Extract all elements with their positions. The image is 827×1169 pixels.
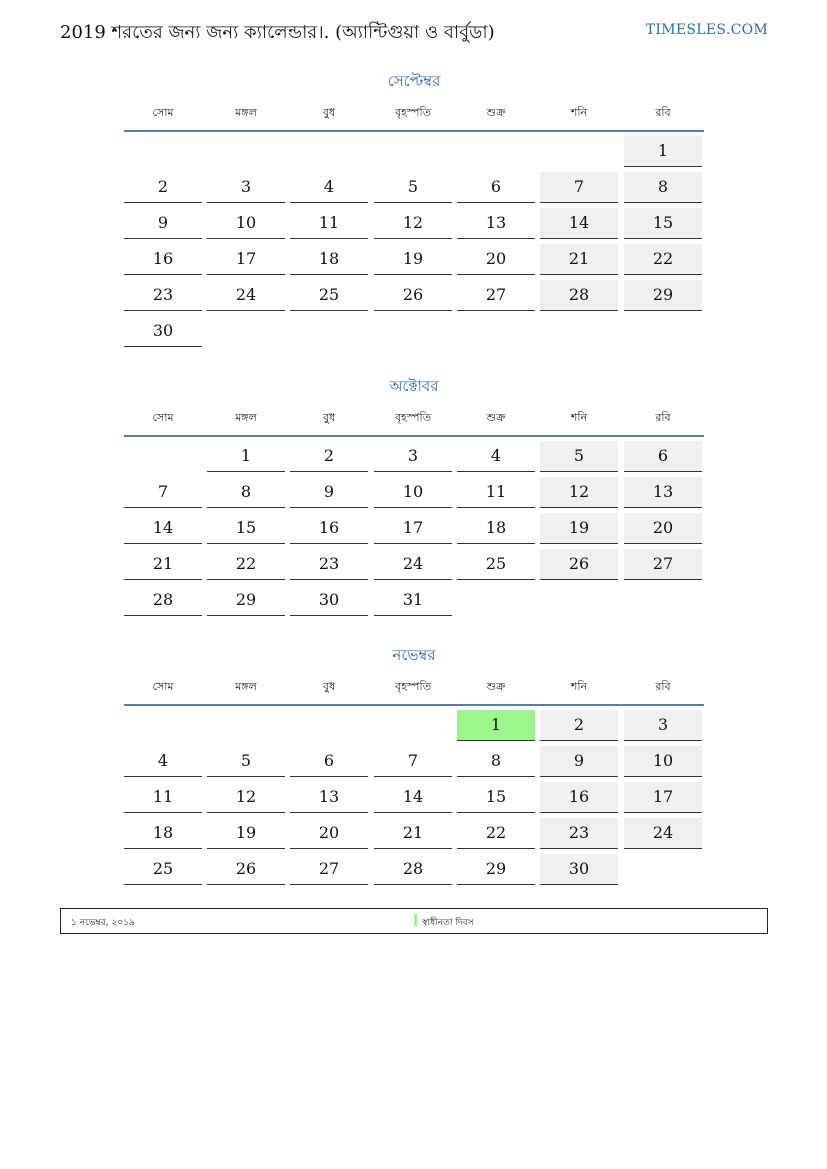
day-cell: 9 (124, 208, 202, 239)
day-grid (124, 441, 704, 621)
weekday-label: মঙ্গল (235, 680, 257, 693)
day-cell: 28 (124, 585, 202, 616)
day-cell: 17 (207, 244, 285, 275)
day-cell: 23 (290, 549, 368, 580)
day-cell: 19 (374, 244, 452, 275)
day-cell: 9 (540, 746, 618, 777)
day-cell: 2 (540, 710, 618, 741)
day-cell: 23 (540, 818, 618, 849)
holiday-color-marker (414, 914, 417, 926)
holiday-legend (60, 908, 768, 934)
day-cell: 5 (207, 746, 285, 777)
day-cell: 10 (207, 208, 285, 239)
day-cell: 5 (374, 172, 452, 203)
day-cell: 29 (207, 585, 285, 616)
day-cell: 18 (290, 244, 368, 275)
day-cell: 4 (124, 746, 202, 777)
day-cell: 12 (540, 477, 618, 508)
day-cell: 20 (290, 818, 368, 849)
day-cell: 15 (207, 513, 285, 544)
day-cell: 8 (457, 746, 535, 777)
weekday-label: শনি (570, 411, 588, 424)
weekday-label: রবি (655, 106, 671, 119)
day-cell: 26 (540, 549, 618, 580)
weekday-label: সোম (152, 106, 174, 119)
day-cell: 23 (124, 280, 202, 311)
weekday-label: বৃহস্পতি (395, 411, 431, 424)
day-cell: 29 (624, 280, 702, 311)
weekday-label: সোম (152, 680, 174, 693)
day-grid (124, 136, 704, 352)
day-cell: 15 (624, 208, 702, 239)
page-title: 2019 শরতের জন্য জন্য ক্যালেন্ডার।. (অ্যান্টিগুয়া ও বার্বুডা) (60, 22, 495, 43)
day-cell: 5 (540, 441, 618, 472)
day-cell: 14 (124, 513, 202, 544)
day-cell: 7 (374, 746, 452, 777)
weekday-label: শনি (570, 106, 588, 119)
day-cell: 4 (290, 172, 368, 203)
day-cell: 11 (457, 477, 535, 508)
day-cell: 17 (624, 782, 702, 813)
day-cell: 16 (290, 513, 368, 544)
month-calendar-september (124, 70, 704, 352)
day-cell: 6 (457, 172, 535, 203)
weekday-label: শুক্র (486, 106, 506, 119)
weekday-header-row (124, 678, 704, 700)
day-cell: 26 (207, 854, 285, 885)
day-cell: 14 (374, 782, 452, 813)
page-header (60, 18, 768, 46)
day-cell: 17 (374, 513, 452, 544)
day-cell: 8 (207, 477, 285, 508)
weekday-label: বৃহস্পতি (395, 680, 431, 693)
legend-holiday-name: স্বাধীনতা দিবস (422, 918, 474, 928)
day-cell: 13 (624, 477, 702, 508)
day-cell: 3 (374, 441, 452, 472)
day-cell: 11 (124, 782, 202, 813)
day-cell: 15 (457, 782, 535, 813)
day-cell: 21 (540, 244, 618, 275)
day-cell: 8 (624, 172, 702, 203)
header-divider (124, 130, 704, 132)
day-cell: 16 (540, 782, 618, 813)
day-cell: 6 (624, 441, 702, 472)
day-cell: 2 (124, 172, 202, 203)
day-cell: 19 (207, 818, 285, 849)
weekday-label: শুক্র (486, 680, 506, 693)
day-cell: 10 (374, 477, 452, 508)
day-cell: 3 (624, 710, 702, 741)
month-title: সেপ্টেম্বর (387, 72, 441, 90)
day-cell: 10 (624, 746, 702, 777)
day-cell: 22 (207, 549, 285, 580)
day-cell: 28 (540, 280, 618, 311)
day-cell: 12 (374, 208, 452, 239)
day-cell: 22 (457, 818, 535, 849)
day-cell: 20 (624, 513, 702, 544)
day-cell: 13 (290, 782, 368, 813)
weekday-label: বৃহস্পতি (395, 106, 431, 119)
legend-date: ১ নভেম্বর, ২০১৯ (71, 918, 135, 928)
day-cell: 18 (124, 818, 202, 849)
day-cell: 30 (124, 316, 202, 347)
day-cell: 21 (124, 549, 202, 580)
day-cell: 24 (374, 549, 452, 580)
weekday-label: মঙ্গল (235, 106, 257, 119)
weekday-label: মঙ্গল (235, 411, 257, 424)
day-cell: 27 (290, 854, 368, 885)
month-title: অক্টোবর (389, 377, 439, 395)
day-cell: 20 (457, 244, 535, 275)
month-title: নভেম্বর (392, 646, 436, 664)
day-cell: 30 (540, 854, 618, 885)
day-cell: 28 (374, 854, 452, 885)
weekday-label: বুধ (322, 680, 336, 693)
weekday-label: শনি (570, 680, 588, 693)
day-cell: 25 (457, 549, 535, 580)
day-cell: 18 (457, 513, 535, 544)
weekday-label: বুধ (322, 411, 336, 424)
day-cell: 25 (290, 280, 368, 311)
day-cell: 16 (124, 244, 202, 275)
header-divider (124, 704, 704, 706)
day-cell: 11 (290, 208, 368, 239)
day-cell: 3 (207, 172, 285, 203)
day-cell: 31 (374, 585, 452, 616)
day-cell: 1 (207, 441, 285, 472)
day-cell: 25 (124, 854, 202, 885)
day-cell: 13 (457, 208, 535, 239)
day-cell: 7 (540, 172, 618, 203)
day-cell: 27 (457, 280, 535, 311)
day-cell: 4 (457, 441, 535, 472)
weekday-header-row (124, 104, 704, 126)
day-cell: 21 (374, 818, 452, 849)
day-cell: 6 (290, 746, 368, 777)
day-cell: 22 (624, 244, 702, 275)
header-divider (124, 435, 704, 437)
month-calendar-november (124, 644, 704, 890)
weekday-label: রবি (655, 411, 671, 424)
holiday-day-cell: 1 (457, 710, 535, 741)
month-calendar-october (124, 375, 704, 621)
day-cell: 14 (540, 208, 618, 239)
day-grid (124, 710, 704, 890)
day-cell: 24 (624, 818, 702, 849)
weekday-label: বুধ (322, 106, 336, 119)
day-cell: 12 (207, 782, 285, 813)
weekday-label: শুক্র (486, 411, 506, 424)
weekday-label: সোম (152, 411, 174, 424)
weekday-header-row (124, 409, 704, 431)
weekday-label: রবি (655, 680, 671, 693)
day-cell: 27 (624, 549, 702, 580)
site-link[interactable]: TIMESLES.COM (645, 22, 768, 38)
day-cell: 24 (207, 280, 285, 311)
day-cell: 1 (624, 136, 702, 167)
day-cell: 2 (290, 441, 368, 472)
day-cell: 29 (457, 854, 535, 885)
day-cell: 9 (290, 477, 368, 508)
day-cell: 7 (124, 477, 202, 508)
day-cell: 30 (290, 585, 368, 616)
day-cell: 26 (374, 280, 452, 311)
day-cell: 19 (540, 513, 618, 544)
